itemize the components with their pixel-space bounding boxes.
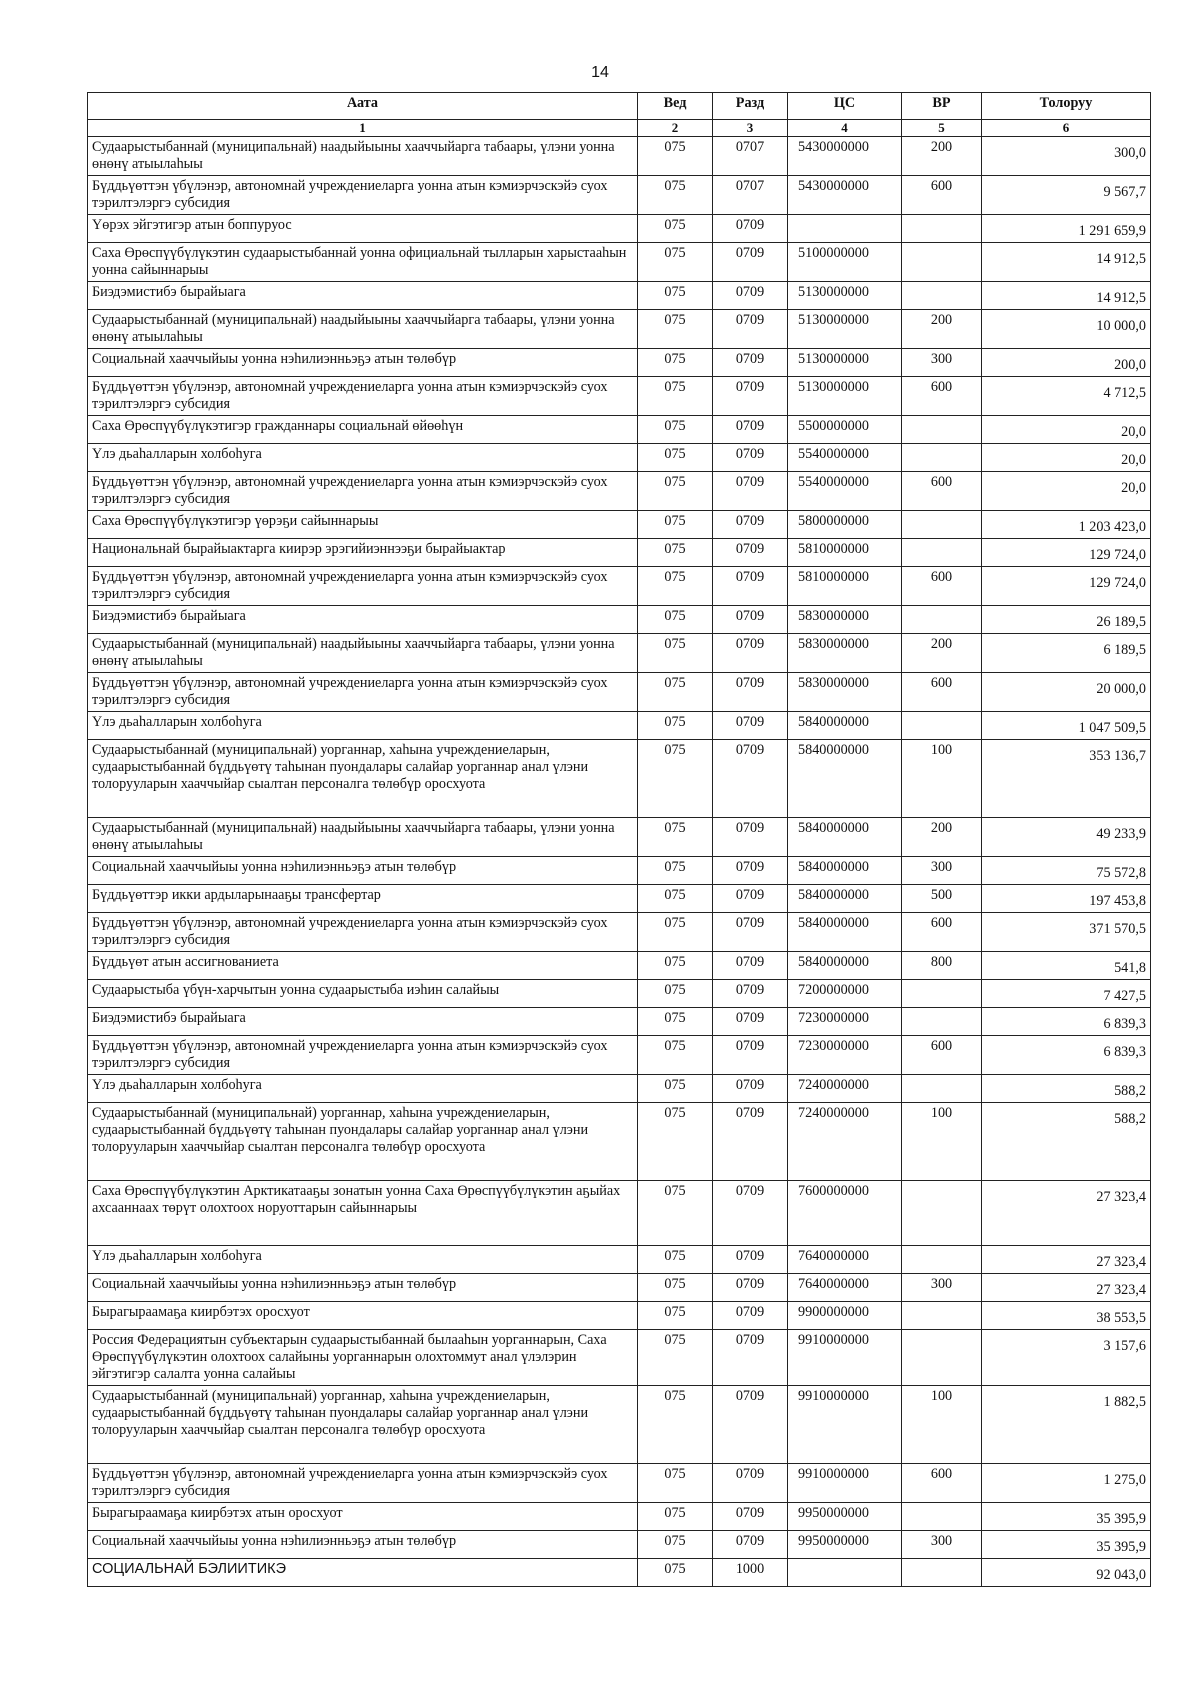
row-razd: 0709: [713, 634, 788, 673]
row-cs: 5540000000: [788, 444, 902, 472]
row-amount: 38 553,5: [982, 1302, 1151, 1330]
row-name: Социальнай хааччыйыы уонна нэһилиэнньэҕэ атын төлөбүр: [88, 1274, 638, 1302]
row-amount: 588,2: [982, 1075, 1151, 1103]
table-row: [88, 1503, 1151, 1531]
row-vr: 100: [902, 1103, 982, 1181]
row-vr: 300: [902, 349, 982, 377]
row-ved: 075: [638, 1559, 713, 1587]
table-row: [88, 1103, 1151, 1181]
row-cs: 5840000000: [788, 857, 902, 885]
row-ved: 075: [638, 377, 713, 416]
row-cs: 5130000000: [788, 310, 902, 349]
row-vr: [902, 539, 982, 567]
row-amount: 129 724,0: [982, 567, 1151, 606]
row-cs: 5100000000: [788, 243, 902, 282]
row-cs: 7640000000: [788, 1274, 902, 1302]
row-name: Судаарыстыбаннай (муниципальнай) уорганнар, хаһына учреждениеларын, судаарыстыбаннай бүддьүөтү таһынан пуондалары салайар уорганнар анал үлэни толорууларын хааччыйар сыалтан персоналга төлөбүр оросхуота: [88, 1386, 638, 1464]
row-name: Саха Өрөспүүбүлүкэтигэр үөрэҕи сайыннарыы: [88, 511, 638, 539]
row-cs: 7240000000: [788, 1075, 902, 1103]
table-row: [88, 740, 1151, 818]
row-vr: [902, 511, 982, 539]
row-name: Социальнай хааччыйыы уонна нэһилиэнньэҕэ атын төлөбүр: [88, 349, 638, 377]
row-ved: 075: [638, 1181, 713, 1246]
row-cs: 5830000000: [788, 634, 902, 673]
table-row: [88, 1181, 1151, 1246]
row-name: Россия Федерациятын субъектарын судаарыстыбаннай былааһын уорганнарын, Саха Өрөспүүбүлүкэтин олохтоох салайыны уорганнарын олохтоммут анал үлэлэрин эйгэтигэр салалта уонна салайыы: [88, 1330, 638, 1386]
column-number: 4: [788, 120, 902, 137]
table-row: [88, 1274, 1151, 1302]
row-razd: 0709: [713, 1274, 788, 1302]
row-razd: 0709: [713, 539, 788, 567]
row-amount: 27 323,4: [982, 1246, 1151, 1274]
row-ved: 075: [638, 952, 713, 980]
row-vr: [902, 606, 982, 634]
row-amount: 20,0: [982, 472, 1151, 511]
row-cs: 5810000000: [788, 539, 902, 567]
row-ved: 075: [638, 1503, 713, 1531]
row-name: Үлэ дьаһалларын холбоһуга: [88, 444, 638, 472]
row-amount: 27 323,4: [982, 1274, 1151, 1302]
row-ved: 075: [638, 215, 713, 243]
row-amount: 1 203 423,0: [982, 511, 1151, 539]
row-amount: 14 912,5: [982, 243, 1151, 282]
row-cs: 5130000000: [788, 282, 902, 310]
row-vr: 600: [902, 377, 982, 416]
row-vr: [902, 1302, 982, 1330]
row-cs: 5840000000: [788, 712, 902, 740]
row-name: Судаарыстыбаннай (муниципальнай) наадыйыыны хааччыйарга табаары, үлэни уонна өнөнү атыылаһыы: [88, 818, 638, 857]
row-cs: 9950000000: [788, 1531, 902, 1559]
row-amount: 1 882,5: [982, 1386, 1151, 1464]
table-row: [88, 539, 1151, 567]
row-ved: 075: [638, 913, 713, 952]
row-vr: [902, 712, 982, 740]
row-vr: [902, 215, 982, 243]
row-razd: 0709: [713, 349, 788, 377]
row-vr: [902, 1075, 982, 1103]
row-amount: 20,0: [982, 444, 1151, 472]
row-razd: 0709: [713, 1246, 788, 1274]
row-amount: 129 724,0: [982, 539, 1151, 567]
row-name: Судаарыстыба үбүн-харчытын уонна судаарыстыба иэһин салайыы: [88, 980, 638, 1008]
row-ved: 075: [638, 176, 713, 215]
row-name: Судаарыстыбаннай (муниципальнай) уорганнар, хаһына учреждениеларын, судаарыстыбаннай бүддьүөтү таһынан пуондалары салайар уорганнар анал үлэни толорууларын хааччыйар сыалтан персоналга төлөбүр оросхуота: [88, 1103, 638, 1181]
row-cs: 5830000000: [788, 606, 902, 634]
row-amount: 1 275,0: [982, 1464, 1151, 1503]
row-razd: 0709: [713, 377, 788, 416]
row-amount: 200,0: [982, 349, 1151, 377]
column-number: 5: [902, 120, 982, 137]
row-vr: [902, 1246, 982, 1274]
row-amount: 7 427,5: [982, 980, 1151, 1008]
row-ved: 075: [638, 1075, 713, 1103]
row-name: Биэдэмистибэ бырайыага: [88, 606, 638, 634]
column-number: 6: [982, 120, 1151, 137]
row-cs: 5810000000: [788, 567, 902, 606]
row-razd: 0709: [713, 1503, 788, 1531]
row-amount: 6 189,5: [982, 634, 1151, 673]
row-razd: 0709: [713, 857, 788, 885]
column-number: 1: [88, 120, 638, 137]
row-vr: [902, 416, 982, 444]
row-amount: 9 567,7: [982, 176, 1151, 215]
row-name: Бүддьүөттэн үбүлэнэр, автономнай учреждениеларга уонна атын кэмиэрчэскэйэ суох тэрилтэлэргэ субсидия: [88, 567, 638, 606]
row-razd: 0709: [713, 1075, 788, 1103]
row-amount: 197 453,8: [982, 885, 1151, 913]
row-name: Саха Өрөспүүбүлүкэтин Арктикатааҕы зонатын уонна Саха Өрөспүүбүлүкэтин аҕыйах ахсааннаах төрүт олохтоох норуоттарын сайыннарыы: [88, 1181, 638, 1246]
row-ved: 075: [638, 857, 713, 885]
row-ved: 075: [638, 606, 713, 634]
row-name: Бүддьүөт атын ассигнованиета: [88, 952, 638, 980]
table-row: [88, 1531, 1151, 1559]
row-ved: 075: [638, 310, 713, 349]
row-cs: 7640000000: [788, 1246, 902, 1274]
table-row: [88, 913, 1151, 952]
row-ved: 075: [638, 282, 713, 310]
row-amount: 300,0: [982, 137, 1151, 176]
row-amount: 20 000,0: [982, 673, 1151, 712]
row-amount: 35 395,9: [982, 1531, 1151, 1559]
row-vr: 200: [902, 634, 982, 673]
row-razd: 0709: [713, 416, 788, 444]
row-cs: 5840000000: [788, 913, 902, 952]
row-name: Бырагыраамаҕа киирбэтэх атын оросхуот: [88, 1503, 638, 1531]
row-cs: 9910000000: [788, 1386, 902, 1464]
row-vr: [902, 1181, 982, 1246]
row-cs: 7240000000: [788, 1103, 902, 1181]
row-cs: 9910000000: [788, 1464, 902, 1503]
table-row: [88, 1464, 1151, 1503]
row-razd: 0709: [713, 913, 788, 952]
header-ved: Вед: [638, 93, 713, 120]
row-ved: 075: [638, 539, 713, 567]
row-ved: 075: [638, 1330, 713, 1386]
row-vr: 600: [902, 673, 982, 712]
row-razd: 0709: [713, 885, 788, 913]
row-razd: 0709: [713, 310, 788, 349]
table-row: [88, 377, 1151, 416]
row-vr: 600: [902, 1464, 982, 1503]
row-razd: 0709: [713, 1386, 788, 1464]
row-razd: 0709: [713, 1036, 788, 1075]
row-cs: 5840000000: [788, 740, 902, 818]
table-row: [88, 444, 1151, 472]
table-row: [88, 176, 1151, 215]
row-vr: [902, 980, 982, 1008]
row-razd: 0709: [713, 472, 788, 511]
row-name: Национальнай бырайыактарга киирэр эрэгийиэннээҕи бырайыактар: [88, 539, 638, 567]
row-ved: 075: [638, 1246, 713, 1274]
row-ved: 075: [638, 137, 713, 176]
row-cs: 5800000000: [788, 511, 902, 539]
row-ved: 075: [638, 243, 713, 282]
table-row: [88, 980, 1151, 1008]
row-ved: 075: [638, 885, 713, 913]
row-amount: 371 570,5: [982, 913, 1151, 952]
row-ved: 075: [638, 634, 713, 673]
column-number: 2: [638, 120, 713, 137]
row-name: Судаарыстыбаннай (муниципальнай) уорганнар, хаһына учреждениеларын, судаарыстыбаннай бүддьүөтү таһынан пуондалары салайар уорганнар анал үлэни толорууларын хааччыйар сыалтан персоналга төлөбүр оросхуота: [88, 740, 638, 818]
row-amount: 1 291 659,9: [982, 215, 1151, 243]
row-ved: 075: [638, 1008, 713, 1036]
row-name: Бүддьүөттэн үбүлэнэр, автономнай учреждениеларга уонна атын кэмиэрчэскэйэ суох тэрилтэлэргэ субсидия: [88, 176, 638, 215]
table-row: [88, 511, 1151, 539]
table-row: [88, 243, 1151, 282]
row-cs: 7230000000: [788, 1036, 902, 1075]
table-row: [88, 282, 1151, 310]
row-ved: 075: [638, 673, 713, 712]
budget-table: [87, 92, 1151, 1587]
row-amount: 14 912,5: [982, 282, 1151, 310]
row-name: Үлэ дьаһалларын холбоһуга: [88, 1075, 638, 1103]
row-razd: 0709: [713, 1464, 788, 1503]
row-vr: [902, 282, 982, 310]
header-name: Аата: [88, 93, 638, 120]
row-name: Биэдэмистибэ бырайыага: [88, 282, 638, 310]
row-ved: 075: [638, 712, 713, 740]
row-razd: 0709: [713, 1008, 788, 1036]
row-vr: [902, 1559, 982, 1587]
row-ved: 075: [638, 980, 713, 1008]
row-vr: [902, 243, 982, 282]
row-vr: 200: [902, 310, 982, 349]
row-vr: 800: [902, 952, 982, 980]
row-vr: [902, 1008, 982, 1036]
row-cs: 5130000000: [788, 377, 902, 416]
row-amount: 353 136,7: [982, 740, 1151, 818]
row-cs: 5840000000: [788, 818, 902, 857]
row-name: Судаарыстыбаннай (муниципальнай) наадыйыыны хааччыйарга табаары, үлэни уонна өнөнү атыылаһыы: [88, 310, 638, 349]
row-razd: 0709: [713, 1330, 788, 1386]
row-amount: 27 323,4: [982, 1181, 1151, 1246]
row-vr: 200: [902, 818, 982, 857]
table-row: [88, 606, 1151, 634]
row-name: Бүддьүөттэн үбүлэнэр, автономнай учреждениеларга уонна атын кэмиэрчэскэйэ суох тэрилтэлэргэ субсидия: [88, 472, 638, 511]
row-ved: 075: [638, 740, 713, 818]
table-row: [88, 1330, 1151, 1386]
row-vr: 600: [902, 176, 982, 215]
row-razd: 0709: [713, 818, 788, 857]
table-row: [88, 1246, 1151, 1274]
table-row: [88, 1559, 1151, 1587]
row-name: Бүддьүөттэр икки ардыларынааҕы трансфертар: [88, 885, 638, 913]
row-razd: 0709: [713, 1103, 788, 1181]
row-razd: 0709: [713, 282, 788, 310]
row-vr: 600: [902, 1036, 982, 1075]
row-ved: 075: [638, 818, 713, 857]
row-ved: 075: [638, 1036, 713, 1075]
row-amount: 6 839,3: [982, 1008, 1151, 1036]
row-amount: 4 712,5: [982, 377, 1151, 416]
row-cs: 5130000000: [788, 349, 902, 377]
row-ved: 075: [638, 511, 713, 539]
row-vr: 100: [902, 1386, 982, 1464]
row-razd: 0707: [713, 137, 788, 176]
column-number-row: [88, 120, 1151, 137]
row-amount: 49 233,9: [982, 818, 1151, 857]
header-amount: Толоруу: [982, 93, 1151, 120]
row-name: Бүддьүөттэн үбүлэнэр, автономнай учреждениеларга уонна атын кэмиэрчэскэйэ суох тэрилтэлэргэ субсидия: [88, 377, 638, 416]
table-row: [88, 952, 1151, 980]
table-row: [88, 567, 1151, 606]
row-cs: 7230000000: [788, 1008, 902, 1036]
row-cs: 9950000000: [788, 1503, 902, 1531]
row-vr: 300: [902, 1531, 982, 1559]
row-ved: 075: [638, 1531, 713, 1559]
row-vr: [902, 1330, 982, 1386]
row-cs: 5840000000: [788, 952, 902, 980]
row-vr: 600: [902, 913, 982, 952]
row-amount: 3 157,6: [982, 1330, 1151, 1386]
table-row: [88, 1386, 1151, 1464]
row-cs: 5430000000: [788, 137, 902, 176]
row-vr: [902, 1503, 982, 1531]
row-name: Бүддьүөттэн үбүлэнэр, автономнай учреждениеларга уонна атын кэмиэрчэскэйэ суох тэрилтэлэргэ субсидия: [88, 913, 638, 952]
table-row: [88, 1008, 1151, 1036]
row-name: Үлэ дьаһалларын холбоһуга: [88, 1246, 638, 1274]
row-amount: 20,0: [982, 416, 1151, 444]
row-ved: 075: [638, 416, 713, 444]
row-cs: 5430000000: [788, 176, 902, 215]
table-row: [88, 634, 1151, 673]
row-ved: 075: [638, 472, 713, 511]
row-vr: 200: [902, 137, 982, 176]
row-vr: 600: [902, 472, 982, 511]
row-cs: 5500000000: [788, 416, 902, 444]
row-cs: 5540000000: [788, 472, 902, 511]
row-amount: 588,2: [982, 1103, 1151, 1181]
row-ved: 075: [638, 1386, 713, 1464]
row-ved: 075: [638, 1302, 713, 1330]
table-body: [88, 137, 1151, 1587]
row-cs: 5830000000: [788, 673, 902, 712]
row-ved: 075: [638, 349, 713, 377]
row-razd: 0709: [713, 511, 788, 539]
table-row: [88, 885, 1151, 913]
row-razd: 0709: [713, 606, 788, 634]
row-name: Судаарыстыбаннай (муниципальнай) наадыйыыны хааччыйарга табаары, үлэни уонна өнөнү атыылаһыы: [88, 137, 638, 176]
row-vr: 100: [902, 740, 982, 818]
row-razd: 0709: [713, 1181, 788, 1246]
row-razd: 0709: [713, 1531, 788, 1559]
column-number: 3: [713, 120, 788, 137]
row-ved: 075: [638, 567, 713, 606]
table-row: [88, 416, 1151, 444]
table-row: [88, 1036, 1151, 1075]
row-razd: 0709: [713, 1302, 788, 1330]
row-name: Социальнай хааччыйыы уонна нэһилиэнньэҕэ атын төлөбүр: [88, 857, 638, 885]
table-row: [88, 472, 1151, 511]
row-razd: 0709: [713, 444, 788, 472]
row-amount: 92 043,0: [982, 1559, 1151, 1587]
row-razd: 0709: [713, 567, 788, 606]
row-name: Бырагыраамаҕа киирбэтэх оросхуот: [88, 1302, 638, 1330]
row-vr: 500: [902, 885, 982, 913]
row-amount: 541,8: [982, 952, 1151, 980]
row-cs: [788, 215, 902, 243]
table-row: [88, 818, 1151, 857]
row-razd: 0707: [713, 176, 788, 215]
row-razd: 1000: [713, 1559, 788, 1587]
row-amount: 10 000,0: [982, 310, 1151, 349]
row-amount: 26 189,5: [982, 606, 1151, 634]
row-razd: 0709: [713, 980, 788, 1008]
row-name: Саха Өрөспүүбүлүкэтин судаарыстыбаннай уонна официальнай тылларын харыстааһын уонна сайыннарыы: [88, 243, 638, 282]
row-razd: 0709: [713, 673, 788, 712]
page-number: 14: [591, 64, 609, 81]
row-vr: 300: [902, 1274, 982, 1302]
row-ved: 075: [638, 444, 713, 472]
header-razd: Разд: [713, 93, 788, 120]
header-vr: ВР: [902, 93, 982, 120]
row-name: Социальнай хааччыйыы уонна нэһилиэнньэҕэ атын төлөбүр: [88, 1531, 638, 1559]
row-amount: 75 572,8: [982, 857, 1151, 885]
header-row: [88, 93, 1151, 120]
table-row: [88, 1075, 1151, 1103]
row-name: Саха Өрөспүүбүлүкэтигэр гражданнары социальнай өйөөһүн: [88, 416, 638, 444]
row-razd: 0709: [713, 952, 788, 980]
row-name: Бүддьүөттэн үбүлэнэр, автономнай учреждениеларга уонна атын кэмиэрчэскэйэ суох тэрилтэлэргэ субсидия: [88, 1464, 638, 1503]
row-name: Судаарыстыбаннай (муниципальнай) наадыйыыны хааччыйарга табаары, үлэни уонна өнөнү атыылаһыы: [88, 634, 638, 673]
table-row: [88, 857, 1151, 885]
row-ved: 075: [638, 1464, 713, 1503]
row-amount: 1 047 509,5: [982, 712, 1151, 740]
row-name: Үөрэх эйгэтигэр атын боппуруос: [88, 215, 638, 243]
table-row: [88, 137, 1151, 176]
row-amount: 35 395,9: [982, 1503, 1151, 1531]
table-row: [88, 673, 1151, 712]
row-name: Үлэ дьаһалларын холбоһуга: [88, 712, 638, 740]
row-cs: 5840000000: [788, 885, 902, 913]
row-cs: 7200000000: [788, 980, 902, 1008]
row-cs: 7600000000: [788, 1181, 902, 1246]
row-vr: 600: [902, 567, 982, 606]
row-cs: 9910000000: [788, 1330, 902, 1386]
row-ved: 075: [638, 1103, 713, 1181]
row-razd: 0709: [713, 740, 788, 818]
table-row: [88, 215, 1151, 243]
row-vr: 300: [902, 857, 982, 885]
row-razd: 0709: [713, 712, 788, 740]
row-cs: 9900000000: [788, 1302, 902, 1330]
row-name: СОЦИАЛЬНАЙ БЭЛИИТИКЭ: [88, 1559, 638, 1587]
row-cs: [788, 1559, 902, 1587]
table-row: [88, 712, 1151, 740]
header-cs: ЦС: [788, 93, 902, 120]
table-row: [88, 349, 1151, 377]
row-razd: 0709: [713, 243, 788, 282]
row-name: Бүддьүөттэн үбүлэнэр, автономнай учреждениеларга уонна атын кэмиэрчэскэйэ суох тэрилтэлэргэ субсидия: [88, 1036, 638, 1075]
row-razd: 0709: [713, 215, 788, 243]
row-ved: 075: [638, 1274, 713, 1302]
row-name: Бүддьүөттэн үбүлэнэр, автономнай учреждениеларга уонна атын кэмиэрчэскэйэ суох тэрилтэлэргэ субсидия: [88, 673, 638, 712]
row-amount: 6 839,3: [982, 1036, 1151, 1075]
table-row: [88, 1302, 1151, 1330]
table-row: [88, 310, 1151, 349]
row-vr: [902, 444, 982, 472]
row-name: Биэдэмистибэ бырайыага: [88, 1008, 638, 1036]
